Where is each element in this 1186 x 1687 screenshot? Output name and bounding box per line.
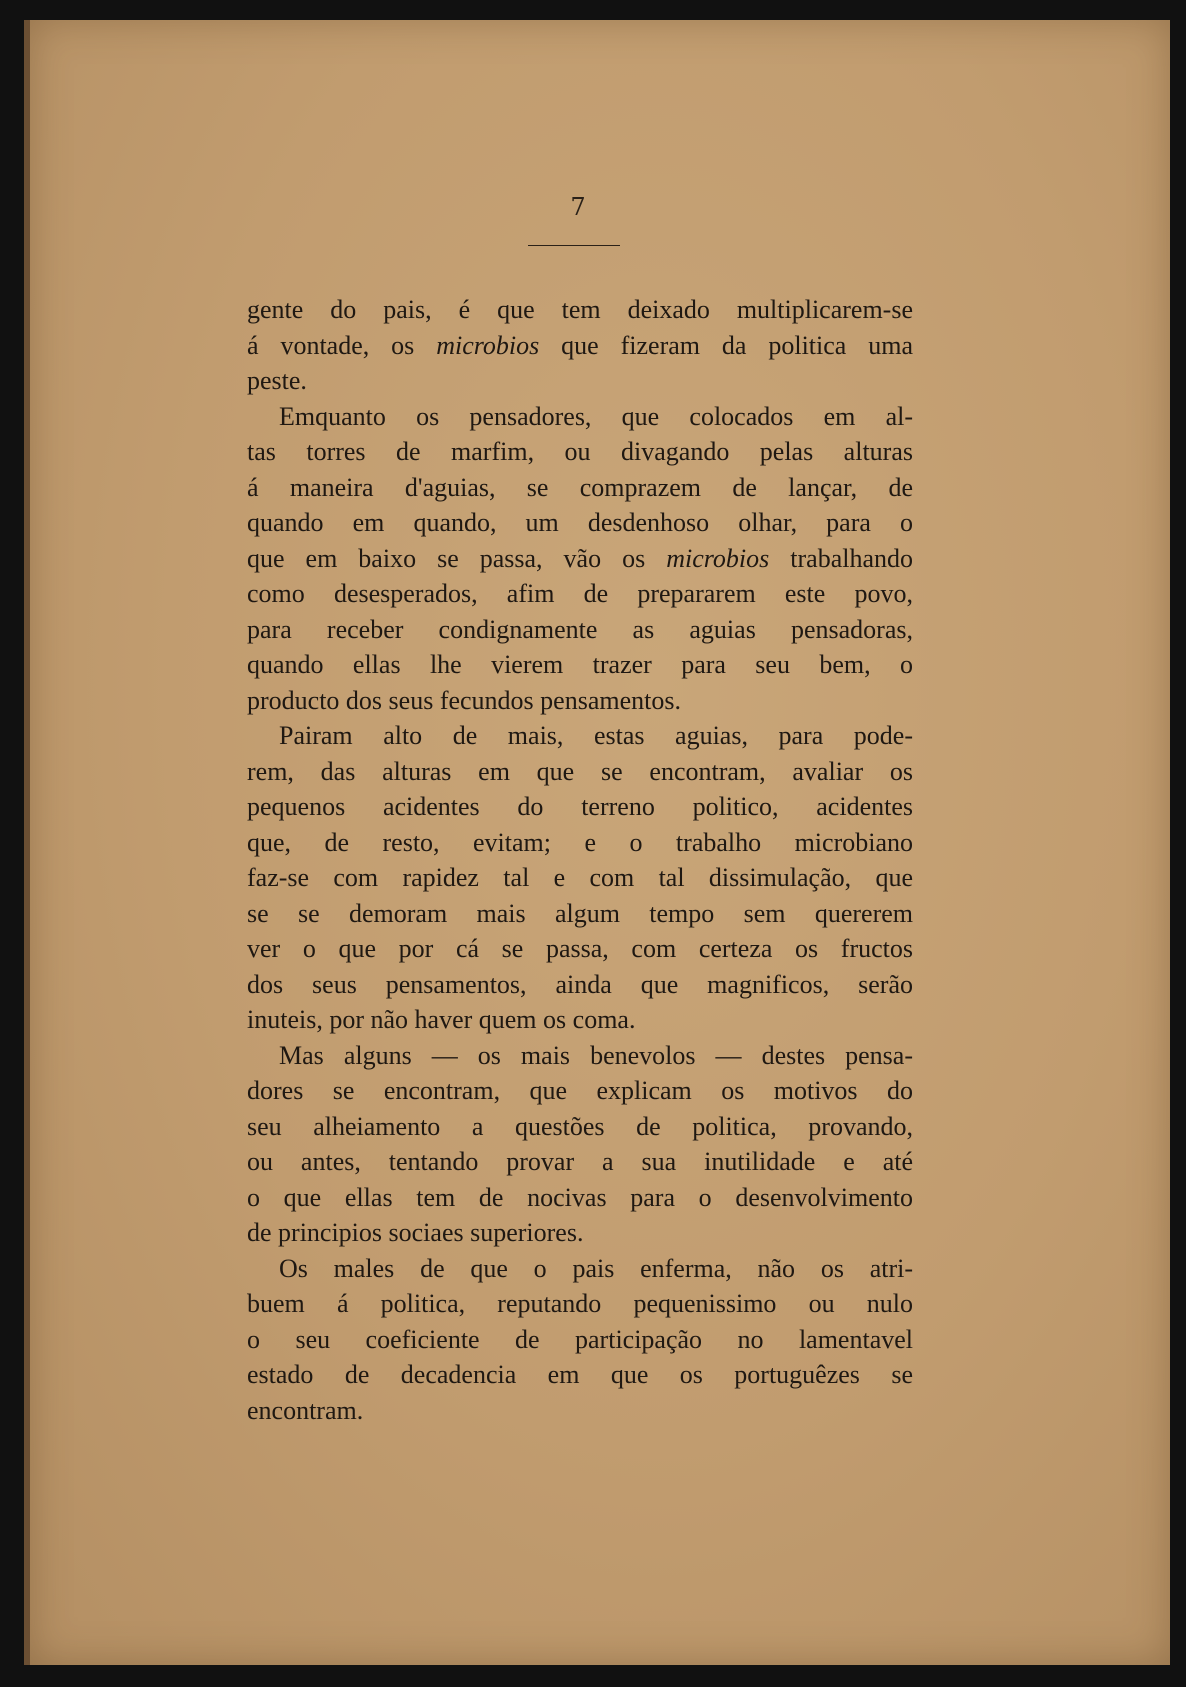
text-line — [247, 683, 913, 719]
text-line — [247, 434, 913, 470]
text-segment: peste. — [247, 366, 307, 395]
text-segment: trabalhando — [769, 543, 913, 573]
text-segment: que em baixo se passa, vão os — [247, 543, 667, 573]
text-segment: se se demoram mais algum tempo sem quererem — [247, 898, 913, 928]
text-segment: o seu coeficiente de participação no lamentavel — [247, 1324, 913, 1354]
italic-word: microbios — [666, 543, 770, 573]
text-line — [247, 1144, 913, 1180]
text-line — [247, 1393, 913, 1429]
text-segment: pequenos acidentes do terreno politico, acidentes — [247, 792, 913, 821]
page-number-rule — [528, 245, 620, 246]
book-page — [24, 20, 1170, 1665]
text-line — [247, 1073, 913, 1109]
text-line — [247, 470, 913, 506]
text-line — [247, 1038, 913, 1074]
text-line — [247, 754, 913, 790]
text-segment: encontram. — [247, 1395, 364, 1425]
text-segment: como desesperados, afim de prepararem este povo, — [247, 579, 913, 608]
text-segment: Mas alguns — os mais benevolos — destes pensa- — [279, 1040, 913, 1070]
text-segment: faz-se com rapidez tal e com tal dissimulação, que — [247, 863, 913, 892]
text-line — [247, 328, 913, 364]
text-segment: producto dos seus fecundos pensamentos. — [247, 685, 681, 715]
text-segment: seu alheiamento a questões de politica, provando, — [247, 1111, 913, 1141]
text-line — [247, 825, 913, 861]
text-line — [247, 576, 913, 612]
text-segment: quando ellas lhe vierem trazer para seu bem, o — [247, 650, 913, 679]
text-line — [247, 1180, 913, 1216]
text-segment: quando em quando, um desdenhoso olhar, para o — [247, 508, 913, 537]
text-segment: Os males de que o pais enferma, não os atri- — [279, 1253, 913, 1283]
text-line — [247, 1357, 913, 1393]
text-segment: de principios sociaes superiores. — [247, 1218, 584, 1247]
text-line — [247, 612, 913, 648]
text-line — [247, 1002, 913, 1038]
text-segment: Emquanto os pensadores, que colocados em al- — [279, 401, 913, 431]
text-segment: dos seus pensamentos, ainda que magnificos, serão — [247, 969, 913, 999]
italic-word: microbios — [436, 330, 540, 360]
text-segment: tas torres de marfim, ou divagando pelas alturas — [247, 437, 913, 466]
text-segment: gente do pais, é que tem deixado multiplicarem-se — [247, 295, 913, 324]
text-segment: buem á politica, reputando pequenissimo ou nulo — [247, 1289, 913, 1318]
text-line — [247, 1251, 913, 1287]
text-segment: dores se encontram, que explicam os motivos do — [247, 1076, 913, 1105]
text-line — [247, 789, 913, 825]
text-segment: rem, das alturas em que se encontram, avaliar os — [247, 756, 913, 786]
text-line — [247, 647, 913, 683]
text-segment: estado de decadencia em que os portuguêzes se — [247, 1360, 913, 1389]
text-line — [247, 896, 913, 932]
text-line — [247, 967, 913, 1003]
text-line — [247, 931, 913, 967]
text-line — [247, 505, 913, 541]
text-line — [247, 1215, 913, 1251]
text-segment: Pairam alto de mais, estas aguias, para pode- — [279, 721, 913, 750]
text-line — [247, 541, 913, 577]
text-line — [247, 1322, 913, 1358]
text-line — [247, 399, 913, 435]
text-segment: ou antes, tentando provar a sua inutilidade e até — [247, 1147, 913, 1176]
text-segment: ver o que por cá se passa, com certeza os fructos — [247, 934, 913, 963]
text-segment: inuteis, por não haver quem os coma. — [247, 1005, 636, 1034]
body-text — [247, 292, 913, 1428]
text-line — [247, 860, 913, 896]
text-segment: que fizeram da politica uma — [539, 330, 914, 360]
text-line — [247, 363, 913, 399]
text-segment: á vontade, os — [247, 330, 437, 360]
text-segment: para receber condignamente as aguias pensadoras, — [247, 614, 913, 644]
text-line — [247, 1109, 913, 1145]
text-segment: o que ellas tem de nocivas para o desenvolvimento — [247, 1182, 913, 1212]
text-line — [247, 718, 913, 754]
text-segment: que, de resto, evitam; e o trabalho microbiano — [247, 827, 913, 857]
text-segment: á maneira d'aguias, se comprazem de lançar, de — [247, 472, 913, 502]
page-number: 7 — [570, 193, 586, 221]
text-line — [247, 292, 913, 328]
text-line — [247, 1286, 913, 1322]
